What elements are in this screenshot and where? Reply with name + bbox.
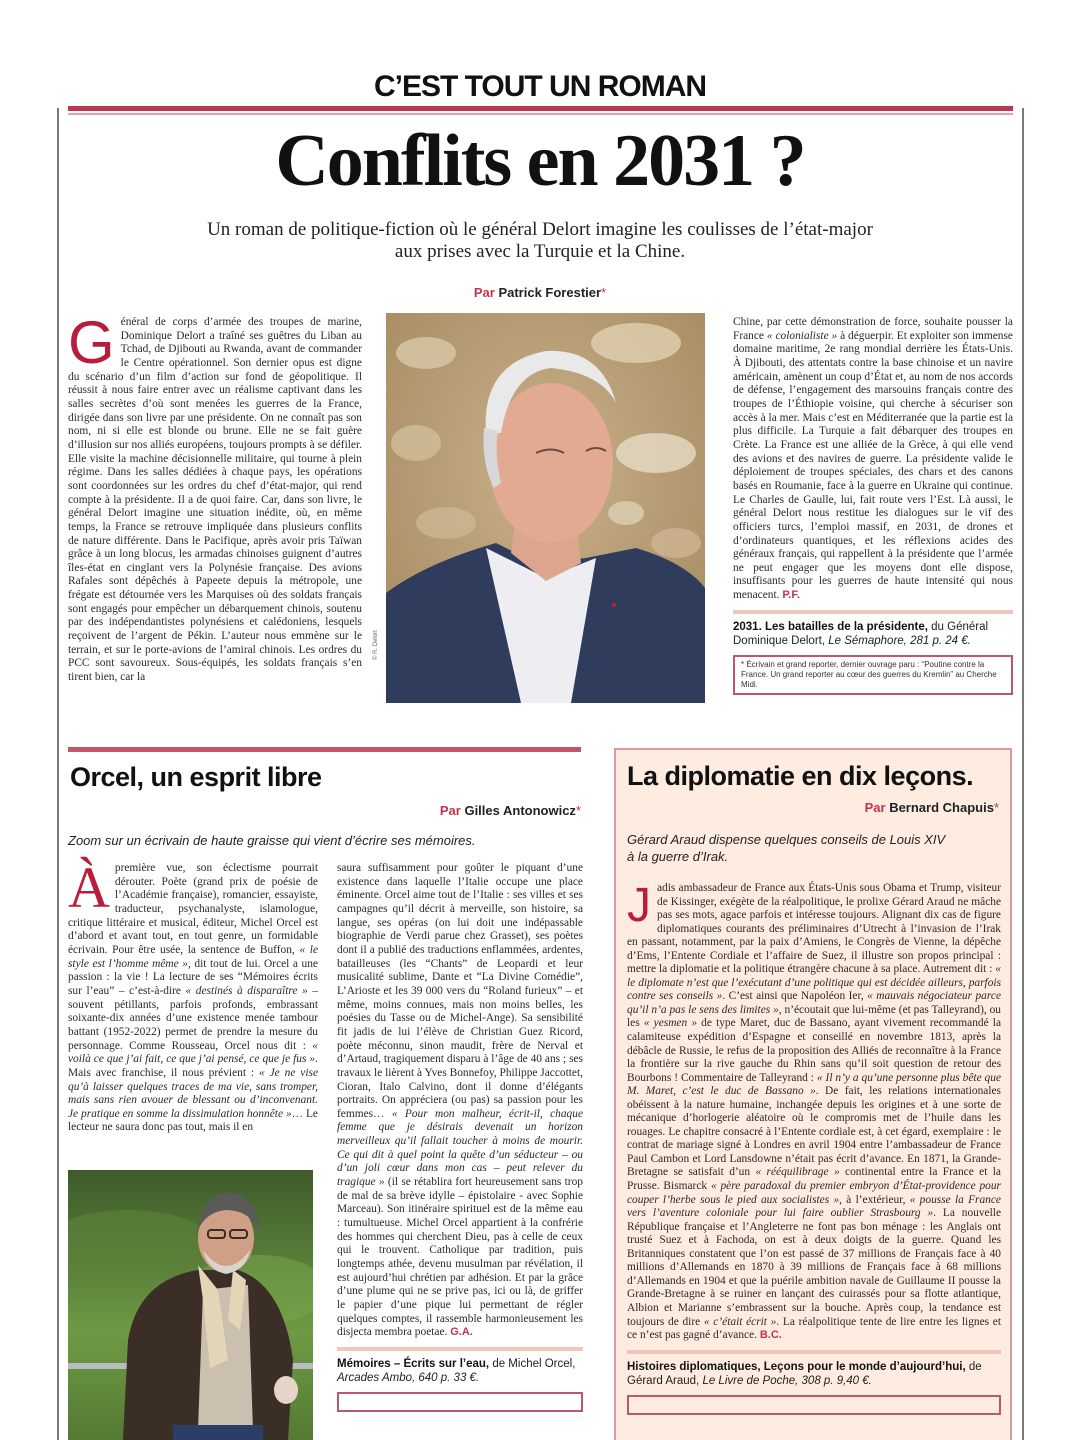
article3-text: . De fait, les relations internationales obéissent à la nature humaine, inchangée depuis les origines et à une sorte de mécanique d’horlogerie aléatoire où le compromis met de l’huile dans les rouages. Le chapitre consacré à l’Entente cordiale est, à cet égard, exemplaire : le contrat de mariage signé à Londres en avril 1904 entre l’ambassadeur de France Paul Cambon et Lord Lansdowne n’était pas écrit d’avance. En 1871, la Grande-Bretagne se satisfait d’un [627,1085,1001,1179]
article2-text: . Mais avec franchise, il nous prévient : [68,1053,318,1079]
byline-prefix: Par [473,285,495,300]
article2-column-1 [68,855,319,1135]
byline-star: * [601,285,607,300]
quote: « pousse la France vers l’aventure coloniale pour lui faire oublier Strasbourg » [627,1193,1001,1220]
book-publisher: Le Sémaphore, 281 p. 24 €. [828,634,971,647]
rubric-rule [68,106,1013,115]
article3-body [627,879,1002,1415]
author-footnote: * Écrivain et grand reporter, dernier ouvrage paru : “Poutine contre la France. Un grand reporter au cœur des guerres du Kremlin” au Cherche Midi. [733,655,1013,695]
book-publisher: Le Livre de Poche, 308 p. 9,40 €. [702,1374,872,1387]
book-publisher: Arcades Ambo, 640 p. 33 €. [337,1371,480,1384]
deck-line-1: Gérard Araud dispense quelques conseils de Louis XIV [627,832,946,847]
byline-prefix: Par [439,803,461,818]
quote: « Il n’y a qu’une personne plus bête que M. Maret, c’est le duc de Bassano » [627,1071,1001,1098]
quote: « yesmen » [643,1017,698,1030]
orcel-photo [68,1170,313,1440]
article1-column-1 [68,309,362,685]
rule-thick [68,106,1013,111]
photo-credit: © R. Delort [373,630,379,660]
quote: « destinés à disparaître » [185,984,308,997]
article2-book-info [337,1357,583,1385]
book-rule [733,610,1013,614]
book-title: Histoires diplomatiques, Leçons pour le monde d’aujourd’hui, [627,1360,966,1373]
page-frame-right [1022,108,1024,1440]
article1-column-2 [733,316,1013,695]
orcel-image [68,1170,313,1440]
quote: « Je ne vise qu’à laisser quelques traces de ma vie, sans tromper, mais sans rien avouer de blessant ou d’inconvenant. Je pratique en somme la dissimulation honnête » [68,1066,319,1120]
page-frame-left [57,108,59,1440]
article3-text: continental entre la France et la Prusse. Bismarck [627,1166,1001,1193]
article2-rule [68,747,581,752]
article2-column-2 [337,862,583,1412]
article3-book-info [627,1360,1001,1388]
article1-signature: P.F. [782,589,800,602]
article2-title: Orcel, un esprit libre [70,762,322,792]
rule-thin [68,113,1013,115]
article1-quote: « colonialiste » [766,329,838,342]
article2-text: … Le lecteur ne saura donc pas tout, mais il en [68,1107,318,1134]
quote: « le diplomate n’est que l’exécutant d’une politique qui est décidée ailleurs, parfois contre ses conseils » [627,963,1001,1003]
book-author: de Gérard Araud, [627,1360,982,1387]
article3-text: . C’est ainsi que Napoléon Ier, [722,990,868,1003]
article3-byline [614,800,999,815]
article3-text: , n’écoutait que lui-même (et pas Talleyrand), ou les [627,1003,1001,1030]
book-title: Mémoires – Écrits sur l’eau, [337,1357,490,1370]
deck [150,219,930,263]
author-portrait-photo [386,313,705,703]
byline-author: Gilles Antonowicz [464,803,576,818]
article3-deck [627,831,997,865]
section-rubric: C’EST TOUT UN ROMAN [373,70,707,103]
byline-prefix: Par [864,800,886,815]
byline-author: Bernard Chapuis [889,800,994,815]
article2-deck: Zoom sur un écrivain de haute graisse qui vient d’écrire ses mémoires. [68,833,476,848]
author-footnote-box [337,1392,583,1412]
article2-byline [68,803,581,818]
article3-title: La diplomatie en dix leçons. [627,761,974,791]
author-footnote-box [627,1395,1001,1415]
byline-star: * [575,803,581,818]
quote: « rééquilibrage » [755,1166,840,1179]
article3-text: . La nouvelle République française et l’Angleterre ne font pas bon ménage : les Anglais ont trusté Suez et à Fachoda, on est à deux doigts de la guerre. Quand les Britanniques constatent que l’on est passé de 37 millions de Français face à 40 millions d’Allemands en 1870 à 39 millions de Français face à 68 millions d’Allemands en 1904 et que la puérile ambition navale de Guillaume II pousse la Grande-Bretagne à se ruiner en lançant des cuirassés pour sa flotte atlantique, Albion et Marianne s’embrassent sur la bouche. Après coup, la tendance est toujours de dire [627,1207,1001,1328]
article3-signature: B.C. [759,1329,782,1342]
book-author: du Général Dominique Delort, [733,620,989,647]
article2-text: première vue, son éclectisme pourrait dérouter. Poète (grand prix de poésie de l’Académie française), romancier, essayiste, traducteur, psychanalyste, islamologue, critique littéraire et musical, éditeur, Michel Orcel est d’abord et avant tout, en tout genre, un formidable écrivain. Pour être usée, la sentence de Buffon, [68,862,318,956]
article3-text: de type Maret, duc de Bassano, ayant vivement recommandé la calamiteuse expédition d’Espagne et conseillé en novembre 1813, après la débâcle de Russie, le refus de la proposition des Alliés de reconnaître à la France la frontière sur la rive gauche du Rhin sans qu’il soit question de retour des Bourbons ! Commentaire de Talleyrand : [627,1017,1002,1084]
deck-line-1: Un roman de politique-fiction où le général Delort imagine les coulisses de l’état-major [207,219,873,240]
book-rule [337,1347,583,1351]
byline-star: * [993,800,999,815]
article1-book-info [733,620,1013,648]
quote: « c’était écrit » [703,1315,777,1328]
book-rule [627,1350,1001,1354]
quote: « père paradoxal du premier embryon d’État-providence pour couper l’herbe sous le pied aux socialistes » [627,1180,1001,1206]
article3-text: adis ambassadeur de France aux États-Unis sous Obama et Trump, visiteur de Kissinger, exégète de la réalpolitique, le prolixe Gérard Araud ne mâche pas ses mots, agace parfois et intéresse toujours. Alignant dix cas de figure diplomatiques courants des préliminaires d’Utrecht à l’invasion de l’Irak en passant, notamment, par la paix d’Amiens, le Congrès de Vienne, la dépêche d’Ems, l’Entente Cordiale et l’affaire de Suez, il illustre son propos principal : mettre la diplomatie et la politique étrangère chacune à sa place. Autrement dit : [627,882,1001,976]
headline: Conflits en 2031 ? [275,120,805,202]
book-author: de Michel Orcel, [489,1357,576,1370]
article1-text-1: énéral de corps d’armée des troupes de marine, Dominique Delort a traîné ses guêtres du Liban au Tchad, de Djibouti au Rwanda, avant de commander le Centre opérationnel. Son dernier opus est digne du scénario d’un film d’action sur fond de géopolitique. Il réussit à nous faire entrer avec un réalisme captivant dans les salles secrètes d’où sont menées les guerres de la France, dirigée dans son livre par une présidente. On ne connaît pas son nom, ni si elle est blonde ou brune. Elle ne se fait guère d’illusion sur nos alliés européens, toujours prompts à se défiler. Elle visite la machine décisionnelle militaire, qui tourne à plein régime. Dans les salles dédiées à chaque pays, les opérations sont coordonnées sur les ordres du chef d’état-major, qui rend compte à la présidente. Il a de quoi faire. Car, dans son livre, le général Delort imagine une situation inédite, où, en même temps, la France se retrouve impliquée dans plusieurs conflits de nature différente. Dans le Pacifique, après avoir pris Taïwan grâce à un long blocus, les armadas chinoises guignent d’autres îles-état en cinglant vers la Polynésie française. Des avions Rafales sont dépêchés à Papeete depuis la métropole, une frégate est détournée vers les Marquises où des soldats français sont engagés pour empêcher un débarquement chinois, soutenu par des indépendantistes polynésiens et calédoniens, lesquels reçoivent de l’argent de Pékin. L’auteur nous emmène sur le terrain, et sur le porte-avions de l’amiral chinois. Les ordres du PCC sont savoureux. Sous-équipés, les soldats français s’en tirent bien, car la [68,316,362,684]
dropcap: G [68,309,115,376]
quote: « le style est l’homme même » [68,943,318,970]
quote: « voilà ce que j’ai fait, ce que j’ai pensé, ce que je fus » [68,1039,318,1066]
dropcap: J [627,879,651,932]
quote: « mauvais négociateur parce qu’il n’a pas le sens des limites » [627,990,1001,1016]
quote: « Pour mon malheur, écrit-il, chaque femme que je désirais devenait un horizon merveilleux qu’il fallait toucher à moins de mourir. Ce qui dit à quel point la quête d’un séducteur – ou d’un joli cœur dans mon cas – peut relever du tragique » [337,1107,583,1189]
article2-text: (il se rétablira fort heureusement sans trop de mal de sa brève idylle – épistolaire - avec Sophie Marceau). Son itinéraire spirituel est de la même eau : tumultueuse. Michel Orcel appartient à la confrérie des hommes qui cherchent Dieu, pas à celle de ceux qui le trouvent. Catholique par tradition, puis longtemps athée, devenu musulman par révélation, il est aujourd’hui chrétien par adhésion. Et par la grâce d’une plume qui ne se prive pas, ici ou là, de griffer le papier d’une pique lui permettant de régler quelques comptes, il rassemble harmonieusement les disjecta membra poetae. [337,1176,583,1339]
byline [0,285,1080,300]
article2-text: saura suffisamment pour goûter le piquant d’une existence dans laquelle l’Italie occupe une place éminente. Orcel aime tout de l’Italie : ses villes et ses campagnes qu’il décrit à merveille, son histoire, sa langue, ses opéras (on lui doit une indépassable biographie de Verdi parue chez Grasset), ses poètes dont il a publié des traductions enflammées, ardentes, batailleuses (les “Chants” de Leopardi et leur musicalité sublime, Dante et “La Divine Comédie”, L’Arioste et les 39 000 vers du “Roland furieux” – et même, moins connues, mais non moins belles, les poésies du Tasse ou de Michel-Ange). Sa sensibilité fit jadis de lui l’élève de Christian Guez Ricord, poète méconnu, sinon maudit, frère de Nerval et d’Artaud, tragiquement disparu à l’âge de 40 ans ; ses travaux le lièrent à Yves Bonnefoy, Philippe Jaccottet, Cioran, Italo Calvino, dont il donne d’élégants portraits. On appréciera (ou pas) sa passion pour les femmes… [337,862,583,1120]
deck-line-2: à la guerre d’Irak. [627,849,729,864]
dropcap: À [68,855,110,920]
article2-text: – souvent pétillants, parfois profonds, embrassant soixante-dix années d’une existence menée tambour battant (1952-2022) permet de prendre la mesure du personnage. Comme Rousseau, Orcel nous dit : [68,984,318,1052]
article3-text: , à l’extérieur, [839,1193,910,1206]
article2-text: , dit tout de lui. Orcel a une passion : la vie ! La lecture de ses “Mémoires écrits sur l’eau” – c’est-à-dire [68,957,318,997]
article3-text: . La réalpolitique tente de lire entre les lignes et ce n’est pas gagné d’avance. [627,1315,1002,1342]
article1-text-2b: à déguerpir. Et exploiter son immense domaine maritime, 2e rang mondial derrière les États-Unis. À Djibouti, des attentats contre la base chinoise et un navire américain, amènent un coup d’État et, au nom de nos accords de défense, l’engagement des marsouins français contre des troupes de l’Éthiopie voisine, qui cherche à sécuriser son accès à la mer. Mais c’est en Méditerranée que la partie est la plus difficile. La Turquie a fait débarquer des troupes en Crète. La France est une alliée de la Grèce, à qui elle vend des avions et des navires de guerre. La présidente valide le déploiement de troupes spéciales, des chars et des canons basés en Roumanie, face à la guerre en Ukraine qui continue. Le Charles de Gaulle, lui, fait route vers l’Est. Là aussi, le général Delort nous restitue les dialogues sur le vif des officiers turcs, l’emploi massif, en 2031, de drones et d’ordinateurs quantiques, et les réflexions acides des généraux français, qui rappellent à la présidente que l’armée ne peut engager que les moyens dont elle dispose, insuffisants pour les guerres de haute intensité qui nous menacent. [733,329,1013,602]
deck-line-2: aux prises avec la Turquie et la Chine. [394,241,686,262]
article1-text-2a: Chine, par cette démonstration de force, souhaite pousser la France [733,316,1013,342]
article2-signature: G.A. [450,1326,473,1339]
byline-author: Patrick Forestier [498,285,602,300]
book-title: 2031. Les batailles de la présidente, [733,620,928,633]
portrait-image [386,313,705,703]
